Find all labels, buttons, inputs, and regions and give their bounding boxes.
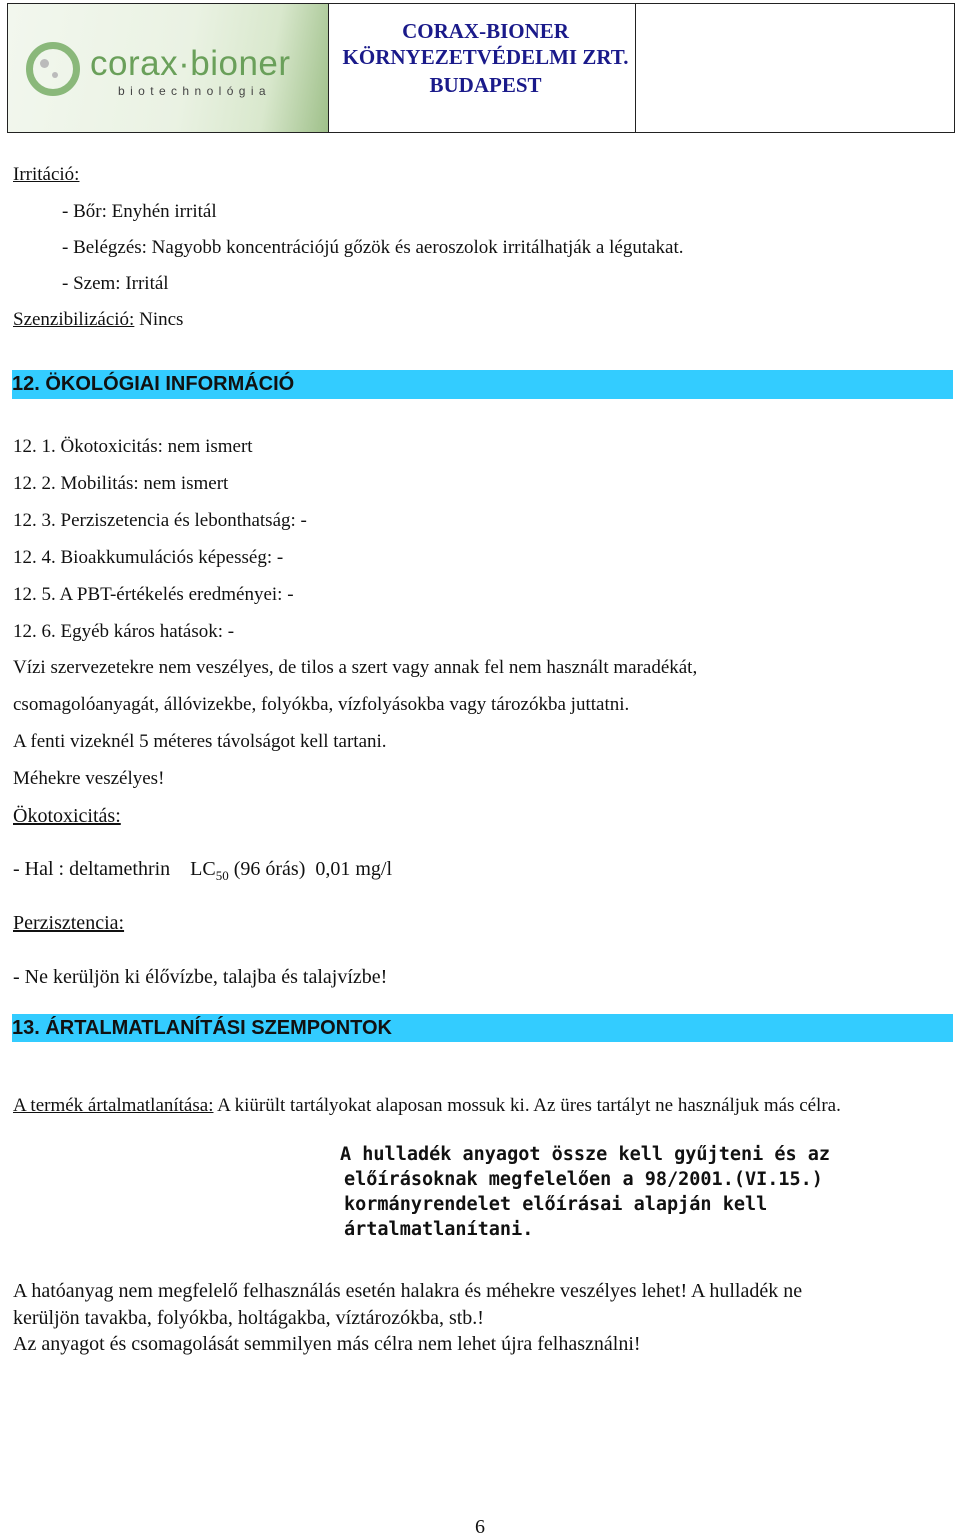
persistence-text: - Ne kerüljön ki élővízbe, talajba és talajvízbe! bbox=[13, 966, 388, 988]
irritation-title: Irritáció: bbox=[13, 164, 80, 185]
waste-note-line3: kormányrendelet előírásai alapján kell bbox=[344, 1194, 768, 1215]
aquatic-paragraph-line1: Vízi szervezetekre nem veszélyes, de tilos a szert vagy annak fel nem használt maradékát, bbox=[13, 657, 698, 678]
waste-note-line4: ártalmatlanítani. bbox=[344, 1219, 534, 1240]
logo-circle-icon bbox=[26, 42, 80, 96]
fish-toxicity bbox=[13, 858, 392, 884]
bioaccumulation-item: 12. 4. Bioakkumulációs képesség: - bbox=[13, 547, 284, 568]
logo-name: corax·bioner bbox=[90, 44, 291, 83]
sensitization-label: Szenzibilizáció: bbox=[13, 309, 135, 330]
ecotoxicity-title: Ökotoxicitás: bbox=[13, 805, 121, 827]
lc-subscript: 50 bbox=[215, 868, 229, 883]
aquatic-paragraph-line2: csomagolóanyagát, állóvizekbe, folyókba, vízfolyásokba vagy tározókba juttatni. bbox=[13, 694, 630, 715]
logo-subtitle: biotechnológia bbox=[118, 84, 271, 98]
persistence-title: Perzisztencia: bbox=[13, 912, 125, 934]
irritation-skin: - Bőr: Enyhén irritál bbox=[62, 201, 217, 222]
waste-note-line2: előírásoknak megfelelően a 98/2001.(VI.15.) bbox=[344, 1169, 823, 1190]
company-name: CORAX-BIONER bbox=[402, 19, 569, 43]
other-effects-item: 12. 6. Egyéb káros hatások: - bbox=[13, 621, 235, 642]
logo-dot-icon bbox=[40, 59, 49, 68]
waste-note-line1: A hulladék anyagot össze kell gyűjteni és az bbox=[340, 1144, 831, 1165]
logo-dot-icon bbox=[52, 72, 58, 78]
distance-note: A fenti vizeknél 5 méteres távolságot kell tartani. bbox=[13, 731, 387, 752]
disposal-text: A kiürült tartályokat alaposan mossuk ki. Az üres tartályt ne használjuk más célra. bbox=[213, 1095, 841, 1116]
disposal-line bbox=[13, 1095, 841, 1117]
bee-warning: Méhekre veszélyes! bbox=[13, 768, 165, 789]
fish-toxicity-label: - Hal : deltamethrin LC bbox=[13, 858, 216, 880]
section-13-heading: 13. ÁRTALMATLANÍTÁSI SZEMPONTOK bbox=[12, 1014, 953, 1042]
irritation-eye: - Szem: Irritál bbox=[62, 273, 169, 294]
irritation-inhale: - Belégzés: Nagyobb koncentrációjú gőzök és aeroszolok irritálhatják a légutakat. bbox=[62, 237, 684, 258]
disposal-label: A termék ártalmatlanítása: bbox=[13, 1095, 214, 1116]
fish-toxicity-value: (96 órás) 0,01 mg/l bbox=[228, 858, 393, 880]
sensitization bbox=[13, 309, 183, 331]
company-type: KÖRNYEZETVÉDELMI ZRT. bbox=[342, 45, 629, 69]
pbt-item: 12. 5. A PBT-értékelés eredményei: - bbox=[13, 584, 294, 605]
logo-cell bbox=[8, 4, 328, 132]
mobility-item: 12. 2. Mobilitás: nem ismert bbox=[13, 473, 229, 494]
ecotox-item: 12. 1. Ökotoxicitás: nem ismert bbox=[13, 436, 253, 457]
company-city: BUDAPEST bbox=[429, 73, 542, 97]
document-header bbox=[7, 3, 955, 133]
sensitization-value: Nincs bbox=[134, 309, 184, 330]
header-divider bbox=[328, 4, 329, 132]
warning-line3: Az anyagot és csomagolását semmilyen más célra nem lehet újra felhasználni! bbox=[13, 1333, 641, 1355]
page-number: 6 bbox=[475, 1516, 485, 1538]
warning-line2: kerüljön tavakba, folyókba, holtágakba, víztározókba, stb.! bbox=[13, 1307, 484, 1329]
section-12-heading: 12. ÖKOLÓGIAI INFORMÁCIÓ bbox=[12, 370, 953, 399]
persistence-item: 12. 3. Perziszetencia és lebonthatság: - bbox=[13, 510, 307, 531]
warning-line1: A hatóanyag nem megfelelő felhasználás esetén halakra és méhekre veszélyes lehet! A hulladék ne bbox=[13, 1280, 803, 1302]
